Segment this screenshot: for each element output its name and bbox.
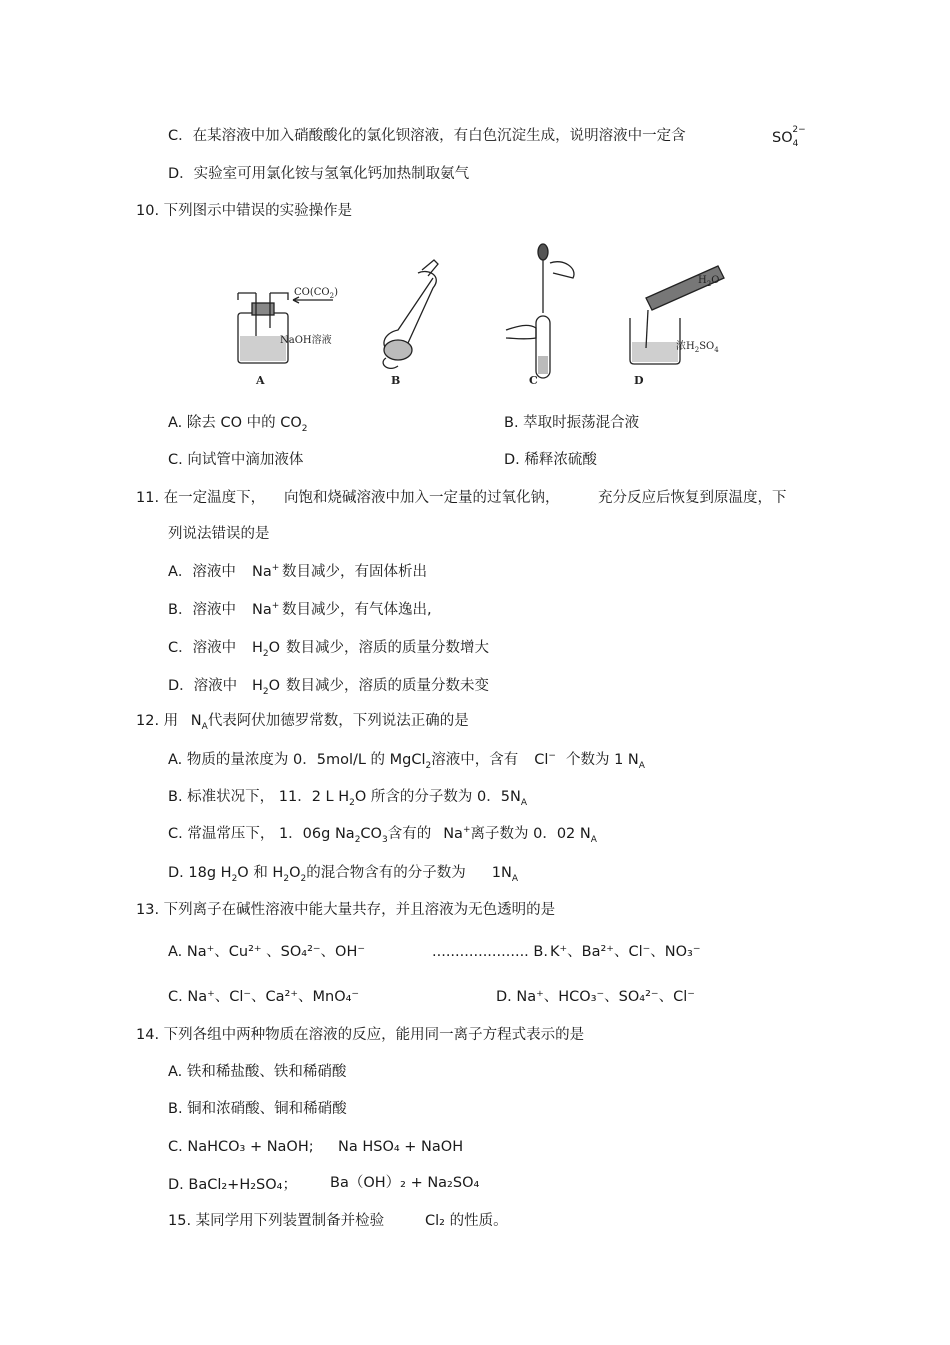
q11-option-a-text: 数目减少，有固体析出 — [282, 564, 427, 580]
q13-option-b: K⁺、Ba²⁺、Cl⁻、NO₃⁻ — [550, 944, 701, 960]
q13-option-d: D. Na⁺、HCO₃⁻、SO₄²⁻、Cl⁻ — [496, 989, 695, 1005]
q14-option-c-second: Na HSO₄ + NaOH — [338, 1139, 464, 1155]
q10-option-b: B. 萃取时振荡混合液 — [504, 415, 640, 431]
water-label: $H_2O$ — [698, 275, 720, 288]
q14-option-a: A. 铁和稀盐酸、铁和稀硝酸 — [168, 1064, 347, 1080]
q11-option-c-molecule: $H_2O$ — [252, 640, 281, 659]
q10-option-a: A. 除去 CO 中的 $CO_2$ — [168, 415, 308, 434]
q14-option-d-second: Ba（OH）₂ + Na₂SO₄ — [330, 1175, 480, 1191]
gas-label: $CO(CO_2)$ — [294, 287, 338, 300]
figure-letter-c: C — [529, 374, 538, 387]
q12-stem: 12. 用 $N_A$代表阿伏加德罗常数，下列说法正确的是 — [136, 713, 469, 732]
q11-option-b-prefix: B．溶液中 — [168, 602, 236, 618]
figure-letter-a: A — [256, 374, 265, 387]
naoh-label: NaOH溶液 — [280, 335, 332, 346]
q11-option-b-text: 数目减少，有气体逸出, — [282, 602, 432, 618]
q11-option-c-text: 数目减少，溶质的质量分数增大 — [286, 640, 489, 656]
q14-option-c-first: C. NaHCO₃ + NaOH; — [168, 1139, 314, 1155]
figure-letter-b: B — [391, 374, 401, 387]
figure-c-dropper-test-tube — [506, 244, 574, 378]
q12-option-b: B. 标准状况下， 11．2 L $H_2O$ 所含的分子数为 0．$5N_A$ — [168, 789, 527, 808]
q11-stem-part1: 11. 在一定温度下， — [136, 490, 266, 506]
q11-option-d-text: 数目减少，溶质的质量分数未变 — [286, 678, 489, 694]
q13-option-a: A. Na⁺、Cu²⁺ 、SO₄²⁻、OH⁻ — [168, 944, 366, 960]
q13-dot-leader: ..................... B. — [432, 944, 548, 960]
acid-label: 浓$H_2SO_4$ — [676, 341, 719, 354]
q9-option-d: D．实验室可用氯化铵与氢氧化钙加热制取氨气 — [168, 166, 470, 182]
q12-option-a: A. 物质的量浓度为 0．5mol/L 的 MgCl$_2$溶液中，含有 Cl− 个数为 1 $N_A$ — [168, 751, 645, 771]
q12-option-c: C. 常温常压下， 1．06g $Na_2CO_3$含有的 Na+离子数为 0．02 $N_A$ — [168, 825, 597, 845]
q10-option-c: C. 向试管中滴加液体 — [168, 452, 304, 468]
q14-option-b: B. 铜和浓硝酸、铜和稀硝酸 — [168, 1101, 347, 1117]
q11-stem-line2: 列说法错误的是 — [168, 526, 270, 542]
q11-option-b-ion: Na+ — [252, 601, 280, 618]
q13-stem: 13. 下列离子在碱性溶液中能大量共存，并且溶液为无色透明的是 — [136, 902, 556, 918]
figure-letter-d: D — [634, 374, 644, 387]
q11-option-d-molecule: $H_2O$ — [252, 678, 281, 697]
q12-option-d: D. 18g $H_2O$ 和 $H_2O_2$的混合物含有的分子数为 $1N_A$ — [168, 865, 518, 884]
q11-stem-part2: 向饱和烧碱溶液中加入一定量的过氧化钠， — [284, 490, 560, 506]
q14-stem: 14. 下列各组中两种物质在溶液的反应，能用同一离子方程式表示的是 — [136, 1027, 585, 1043]
q15-stem-part2: Cl₂ 的性质。 — [425, 1213, 508, 1229]
q11-option-a-ion: Na+ — [252, 563, 280, 580]
q9-sulfate-ion: $SO_4^{2-}$ — [772, 125, 806, 149]
figure-a-wash-bottle — [238, 293, 333, 363]
q15-stem-part1: 15. 某同学用下列装置制备并检验 — [168, 1213, 385, 1229]
q9-option-c: C．在某溶液中加入硝酸酸化的氯化钡溶液，有白色沉淀生成，说明溶液中一定含 — [168, 128, 686, 144]
q13-option-c: C. Na⁺、Cl⁻、Ca²⁺、MnO₄⁻ — [168, 989, 360, 1005]
q10-figure-svg — [228, 238, 748, 398]
q11-stem-part3: 充分反应后恢复到原温度，下 — [598, 490, 787, 506]
figure-b-separatory-funnel — [383, 260, 438, 368]
q11-option-a-prefix: A．溶液中 — [168, 564, 236, 580]
q11-option-c-prefix: C．溶液中 — [168, 640, 237, 656]
q10-apparatus-figure — [228, 238, 748, 398]
q10-option-d: D. 稀释浓硫酸 — [504, 452, 597, 468]
q11-option-d-prefix: D．溶液中 — [168, 678, 238, 694]
q14-option-d-first: D. BaCl₂+H₂SO₄； — [168, 1177, 297, 1193]
q10-stem: 10. 下列图示中错误的实验操作是 — [136, 203, 353, 219]
